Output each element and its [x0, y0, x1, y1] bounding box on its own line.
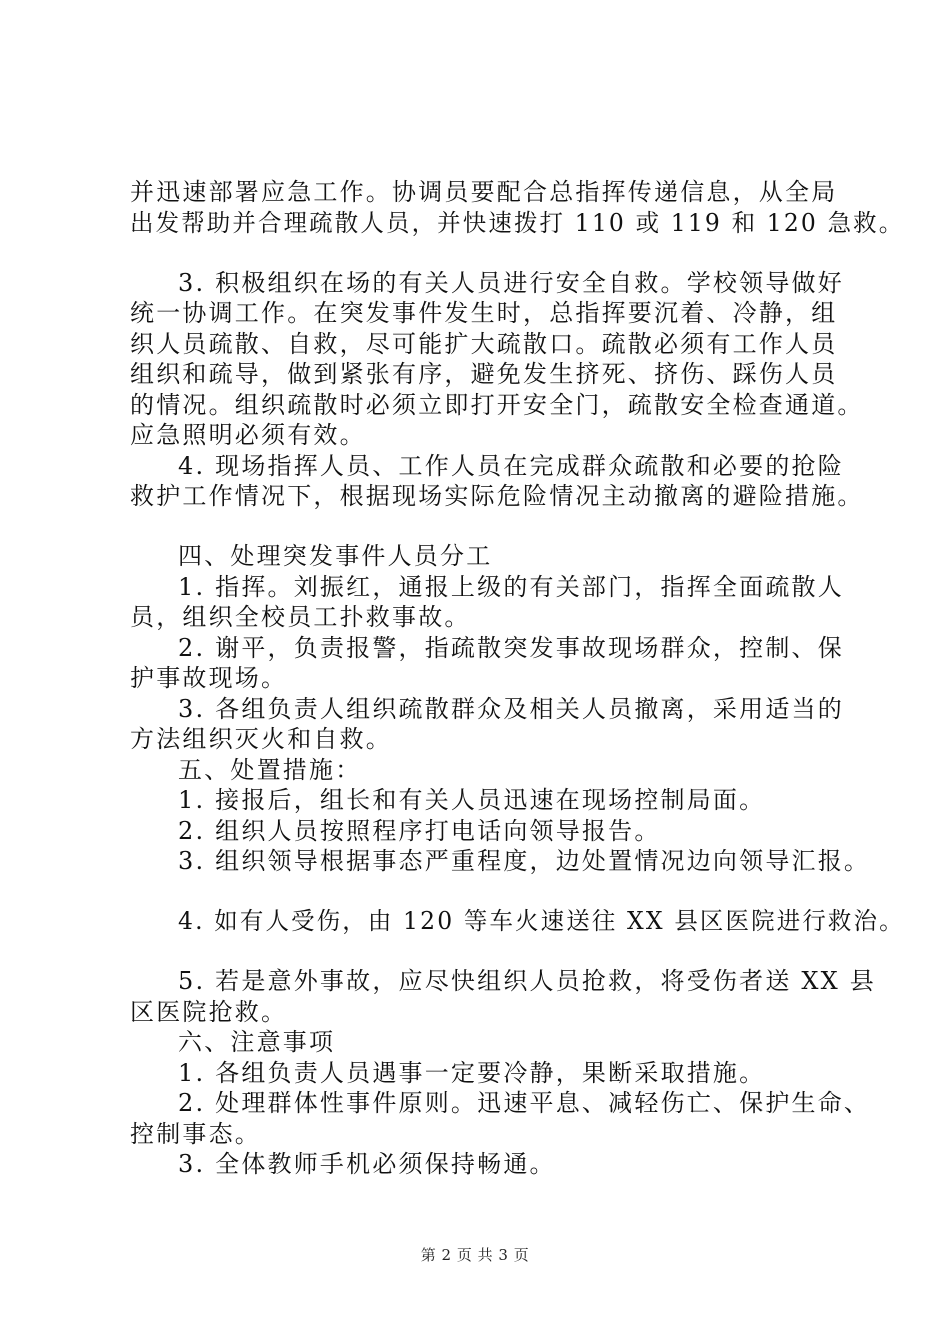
paragraph-line: 4. 现场指挥人员、工作人员在完成群众疏散和必要的抢险: [178, 452, 844, 480]
paragraph-line: 1. 指挥。刘振红，通报上级的有关部门，指挥全面疏散人: [178, 573, 844, 601]
paragraph-line: 区医院抢救。: [130, 998, 288, 1026]
paragraph-line: 统一协调工作。在突发事件发生时，总指挥要沉着、冷静，组: [130, 299, 838, 327]
paragraph-line: 3. 各组负责人组织疏散群众及相关人员撤离，采用适当的: [178, 695, 844, 723]
paragraph-line: 组织和疏导，做到紧张有序，避免发生挤死、挤伤、踩伤人员: [130, 360, 838, 388]
paragraph-line: 方法组织灭火和自救。: [130, 725, 392, 753]
paragraph-line: 3. 组织领导根据事态严重程度，边处置情况边向领导汇报。: [178, 847, 871, 875]
paragraph-line: 救护工作情况下，根据现场实际危险情况主动撤离的避险措施。: [130, 482, 864, 510]
paragraph-line: 4. 如有人受伤，由 120 等车火速送往 XX 县区医院进行救治。: [178, 907, 905, 935]
section-heading: 四、处理突发事件人员分工: [178, 542, 493, 570]
paragraph-line: 并迅速部署应急工作。协调员要配合总指挥传递信息，从全局: [130, 178, 838, 206]
paragraph-line: 2. 处理群体性事件原则。迅速平息、减轻伤亡、保护生命、: [178, 1089, 871, 1117]
section-heading: 五、处置措施：: [178, 756, 362, 784]
paragraph-line: 应急照明必须有效。: [130, 421, 366, 449]
paragraph-line: 的情况。组织疏散时必须立即打开安全门，疏散安全检查通道。: [130, 391, 864, 419]
page-number-footer: 第 2 页 共 3 页: [420, 1246, 530, 1264]
paragraph-line: 出发帮助并合理疏散人员，并快速拨打 110 或 119 和 120 急救。: [130, 209, 905, 237]
paragraph-line: 护事故现场。: [130, 664, 288, 692]
paragraph-line: 1. 各组负责人员遇事一定要冷静，果断采取措施。: [178, 1059, 766, 1087]
paragraph-line: 控制事态。: [130, 1120, 261, 1148]
paragraph-line: 2. 组织人员按照程序打电话向领导报告。: [178, 817, 661, 845]
paragraph-line: 2. 谢平，负责报警，指疏散突发事故现场群众，控制、保: [178, 634, 844, 662]
paragraph-line: 5. 若是意外事故，应尽快组织人员抢救，将受伤者送 XX 县: [178, 967, 876, 995]
paragraph-line: 1. 接报后，组长和有关人员迅速在现场控制局面。: [178, 786, 766, 814]
paragraph-line: 3. 积极组织在场的有关人员进行安全自救。学校领导做好: [178, 269, 844, 297]
paragraph-line: 织人员疏散、自救，尽可能扩大疏散口。疏散必须有工作人员: [130, 330, 838, 358]
paragraph-line: 员，组织全校员工扑救事故。: [130, 603, 471, 631]
section-heading: 六、注意事项: [178, 1028, 336, 1056]
paragraph-line: 3. 全体教师手机必须保持畅通。: [178, 1150, 556, 1178]
